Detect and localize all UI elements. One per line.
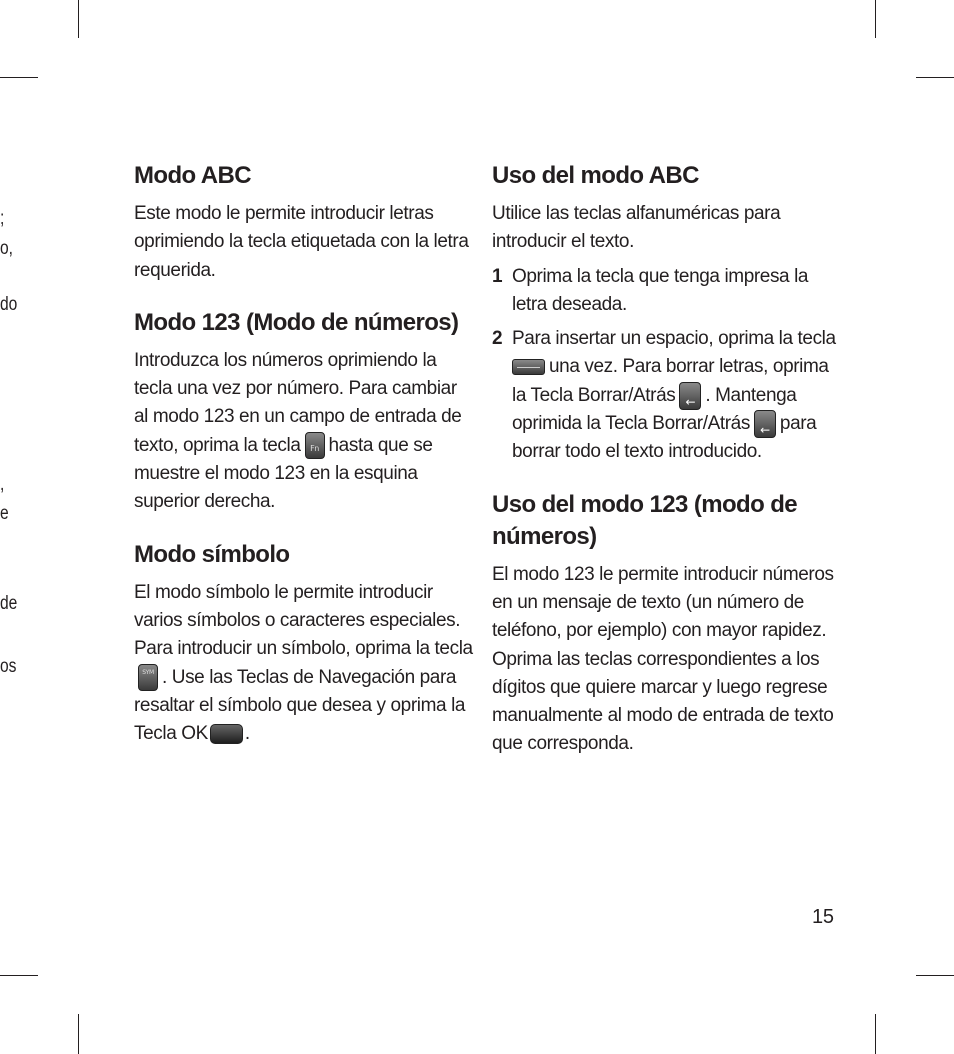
- section-modo-simbolo: [134, 539, 474, 749]
- crop-mark: [875, 0, 876, 38]
- page-number: 15: [812, 906, 834, 928]
- crop-mark: [875, 1014, 876, 1054]
- bleed-text: ,: [0, 474, 5, 495]
- body-text: hasta que se muestre el modo 123 en la esquina superior derecha.: [134, 434, 433, 513]
- right-column: [492, 160, 837, 781]
- list-item: [492, 325, 837, 467]
- body-text: El modo símbolo le permite introducir varios símbolos o caracteres especiales. Para introducir un símbolo, oprima la tecla: [134, 581, 473, 660]
- sym-key-icon: [138, 664, 158, 691]
- step-number: 2: [492, 328, 503, 350]
- body-text: . Use las Teclas de Navegación para resaltar el símbolo que desea y oprima la Tecla OK: [134, 666, 466, 745]
- bleed-text: ;: [0, 208, 5, 229]
- section-modo-abc: [134, 160, 474, 285]
- steps-list: [492, 263, 837, 467]
- body-text: .: [244, 723, 250, 745]
- crop-mark: [916, 975, 954, 976]
- section-body: [134, 579, 474, 749]
- section-title: Modo símbolo: [134, 540, 290, 568]
- fn-key-icon: [305, 432, 325, 459]
- section-body: [134, 347, 474, 517]
- bleed-text: de: [0, 593, 18, 614]
- bleed-text: do: [0, 294, 18, 315]
- backspace-key-icon: [754, 410, 776, 438]
- ok-key-icon: [210, 724, 243, 744]
- section-title: Uso del modo 123 (modo de números): [492, 490, 798, 550]
- step-number: 1: [492, 265, 503, 287]
- section-body: Este modo le permite introducir letras oprimiendo la tecla etiquetada con la letra requerida.: [134, 203, 469, 281]
- body-text: Introduzca los números oprimiendo la tecla una vez por número. Para cambiar al modo 123 en un campo de entrada de texto, oprima la tecla: [134, 349, 462, 456]
- section-title: Modo 123 (Modo de números): [134, 308, 459, 336]
- crop-mark: [78, 1014, 79, 1054]
- step-text: para borrar todo el texto introducido.: [512, 413, 817, 463]
- bleed-text: os: [0, 656, 17, 677]
- section-modo-123: [134, 307, 474, 517]
- step-text: . Mantenga oprimida la Tecla Borrar/Atrás: [512, 384, 797, 435]
- list-item: [492, 263, 837, 320]
- step-text: Oprima la tecla que tenga impresa la letra deseada.: [512, 265, 809, 315]
- bleed-text: o,: [0, 238, 14, 259]
- section-uso-123: [492, 489, 837, 759]
- section-intro: Utilice las teclas alfanuméricas para introducir el texto.: [492, 203, 781, 253]
- step-text: Para insertar un espacio, oprima la tecla: [512, 328, 836, 350]
- step-text: una vez. Para borrar letras, oprima la Tecla Borrar/Atrás: [512, 356, 829, 406]
- space-key-icon: [512, 359, 545, 375]
- crop-mark: [916, 77, 954, 78]
- crop-mark: [0, 975, 38, 976]
- crop-mark: [0, 77, 38, 78]
- left-column: [134, 160, 474, 770]
- bleed-text: e: [0, 503, 9, 524]
- crop-mark: [78, 0, 79, 38]
- section-uso-abc: [492, 160, 837, 467]
- section-body: El modo 123 le permite introducir números en un mensaje de texto (un número de teléfono, por ejemplo) con mayor rapidez. Oprima las teclas correspondientes a los dígitos que quiere marcar y luego regrese manualmente al modo de entrada de texto que corresponda.: [492, 563, 834, 755]
- backspace-key-icon: [679, 382, 701, 410]
- section-title: Uso del modo ABC: [492, 162, 699, 189]
- section-title: Modo ABC: [134, 162, 251, 189]
